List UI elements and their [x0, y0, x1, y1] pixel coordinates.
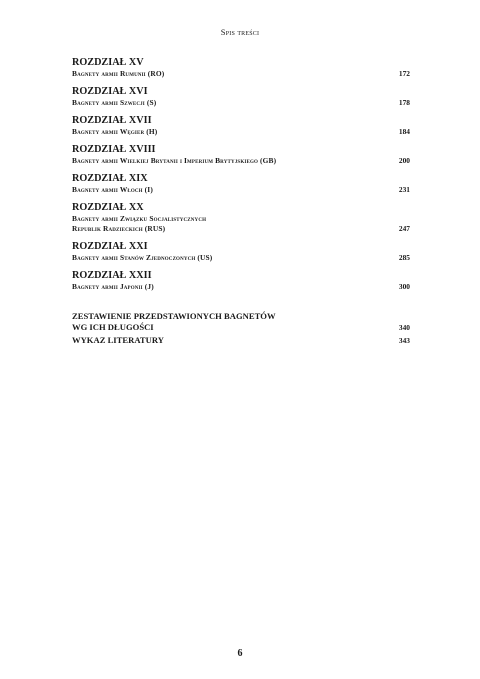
toc-chapter: [72, 270, 410, 292]
entry-text: [72, 253, 380, 263]
chapter-title: ROZDZIAŁ XX: [72, 202, 144, 213]
entry-line: Bagnety armii Włoch (I): [72, 185, 153, 194]
page-number: 200: [398, 156, 410, 165]
page-number: 340: [398, 323, 410, 332]
toc-summary-entry: [72, 311, 410, 333]
summary-line: WYKAZ LITERATURY: [72, 335, 164, 345]
toc-chapter: [72, 241, 410, 263]
page-number: 184: [398, 127, 410, 136]
entry-line: Bagnety armii Szwecji (S): [72, 98, 157, 107]
summary-text: [72, 311, 380, 333]
toc-entry: [72, 253, 410, 263]
chapter-title: ROZDZIAŁ XV: [72, 57, 144, 68]
chapter-title: ROZDZIAŁ XXI: [72, 241, 148, 252]
entry-line: Bagnety armii Rumunii (RO): [72, 69, 165, 78]
entry-line: Bagnety armii Związku Socjalistycznych: [72, 214, 207, 223]
chapter-title: ROZDZIAŁ XIX: [72, 173, 148, 184]
chapter-title: ROZDZIAŁ XXII: [72, 270, 152, 281]
toc-entry: [72, 98, 410, 108]
chapter-title: ROZDZIAŁ XVII: [72, 115, 152, 126]
toc-entry: [72, 214, 410, 234]
toc-chapter: [72, 86, 410, 108]
summary-line: ZESTAWIENIE PRZEDSTAWIONYCH BAGNETÓW: [72, 311, 276, 321]
page-number: 247: [398, 224, 410, 233]
page-number: 300: [398, 282, 410, 291]
entry-text: [72, 282, 380, 292]
toc-chapter: [72, 173, 410, 195]
summary-text: [72, 335, 380, 346]
toc-entry: [72, 156, 410, 166]
toc-entry: [72, 282, 410, 292]
running-head: Spis treści: [220, 27, 260, 37]
entry-text: [72, 127, 380, 137]
entry-text: [72, 69, 380, 79]
entry-line: Bagnety armii Wielkiej Brytanii i Imperium Brytyjskiego (GB): [72, 156, 277, 165]
page-number: 172: [398, 69, 410, 78]
page-number: 231: [398, 185, 410, 194]
toc-entry: [72, 185, 410, 195]
toc-chapter: [72, 202, 410, 234]
entry-text: [72, 156, 380, 166]
toc-chapter: [72, 115, 410, 137]
toc-summary-section: [72, 311, 410, 346]
chapter-title: ROZDZIAŁ XVIII: [72, 144, 156, 155]
page-number: 178: [398, 98, 410, 107]
entry-text: [72, 98, 380, 108]
toc-summary-entry: [72, 335, 410, 346]
page-number: 285: [398, 253, 410, 262]
page-number: 343: [398, 336, 410, 345]
toc-chapter: [72, 144, 410, 166]
entry-line: Republik Radzieckich (RUS): [72, 224, 166, 233]
table-of-contents: [72, 57, 410, 348]
entry-text: [72, 214, 380, 234]
entry-line: Bagnety armii Węgier (H): [72, 127, 158, 136]
toc-entry: [72, 69, 410, 79]
entry-line: Bagnety armii Stanów Zjednoczonych (US): [72, 253, 213, 262]
chapter-title: ROZDZIAŁ XVI: [72, 86, 148, 97]
entry-text: [72, 185, 380, 195]
folio-page-number: 6: [237, 648, 243, 659]
toc-chapter: [72, 57, 410, 79]
toc-entry: [72, 127, 410, 137]
entry-line: Bagnety armii Japonii (J): [72, 282, 154, 291]
summary-line: WG ICH DŁUGOŚCI: [72, 322, 154, 332]
